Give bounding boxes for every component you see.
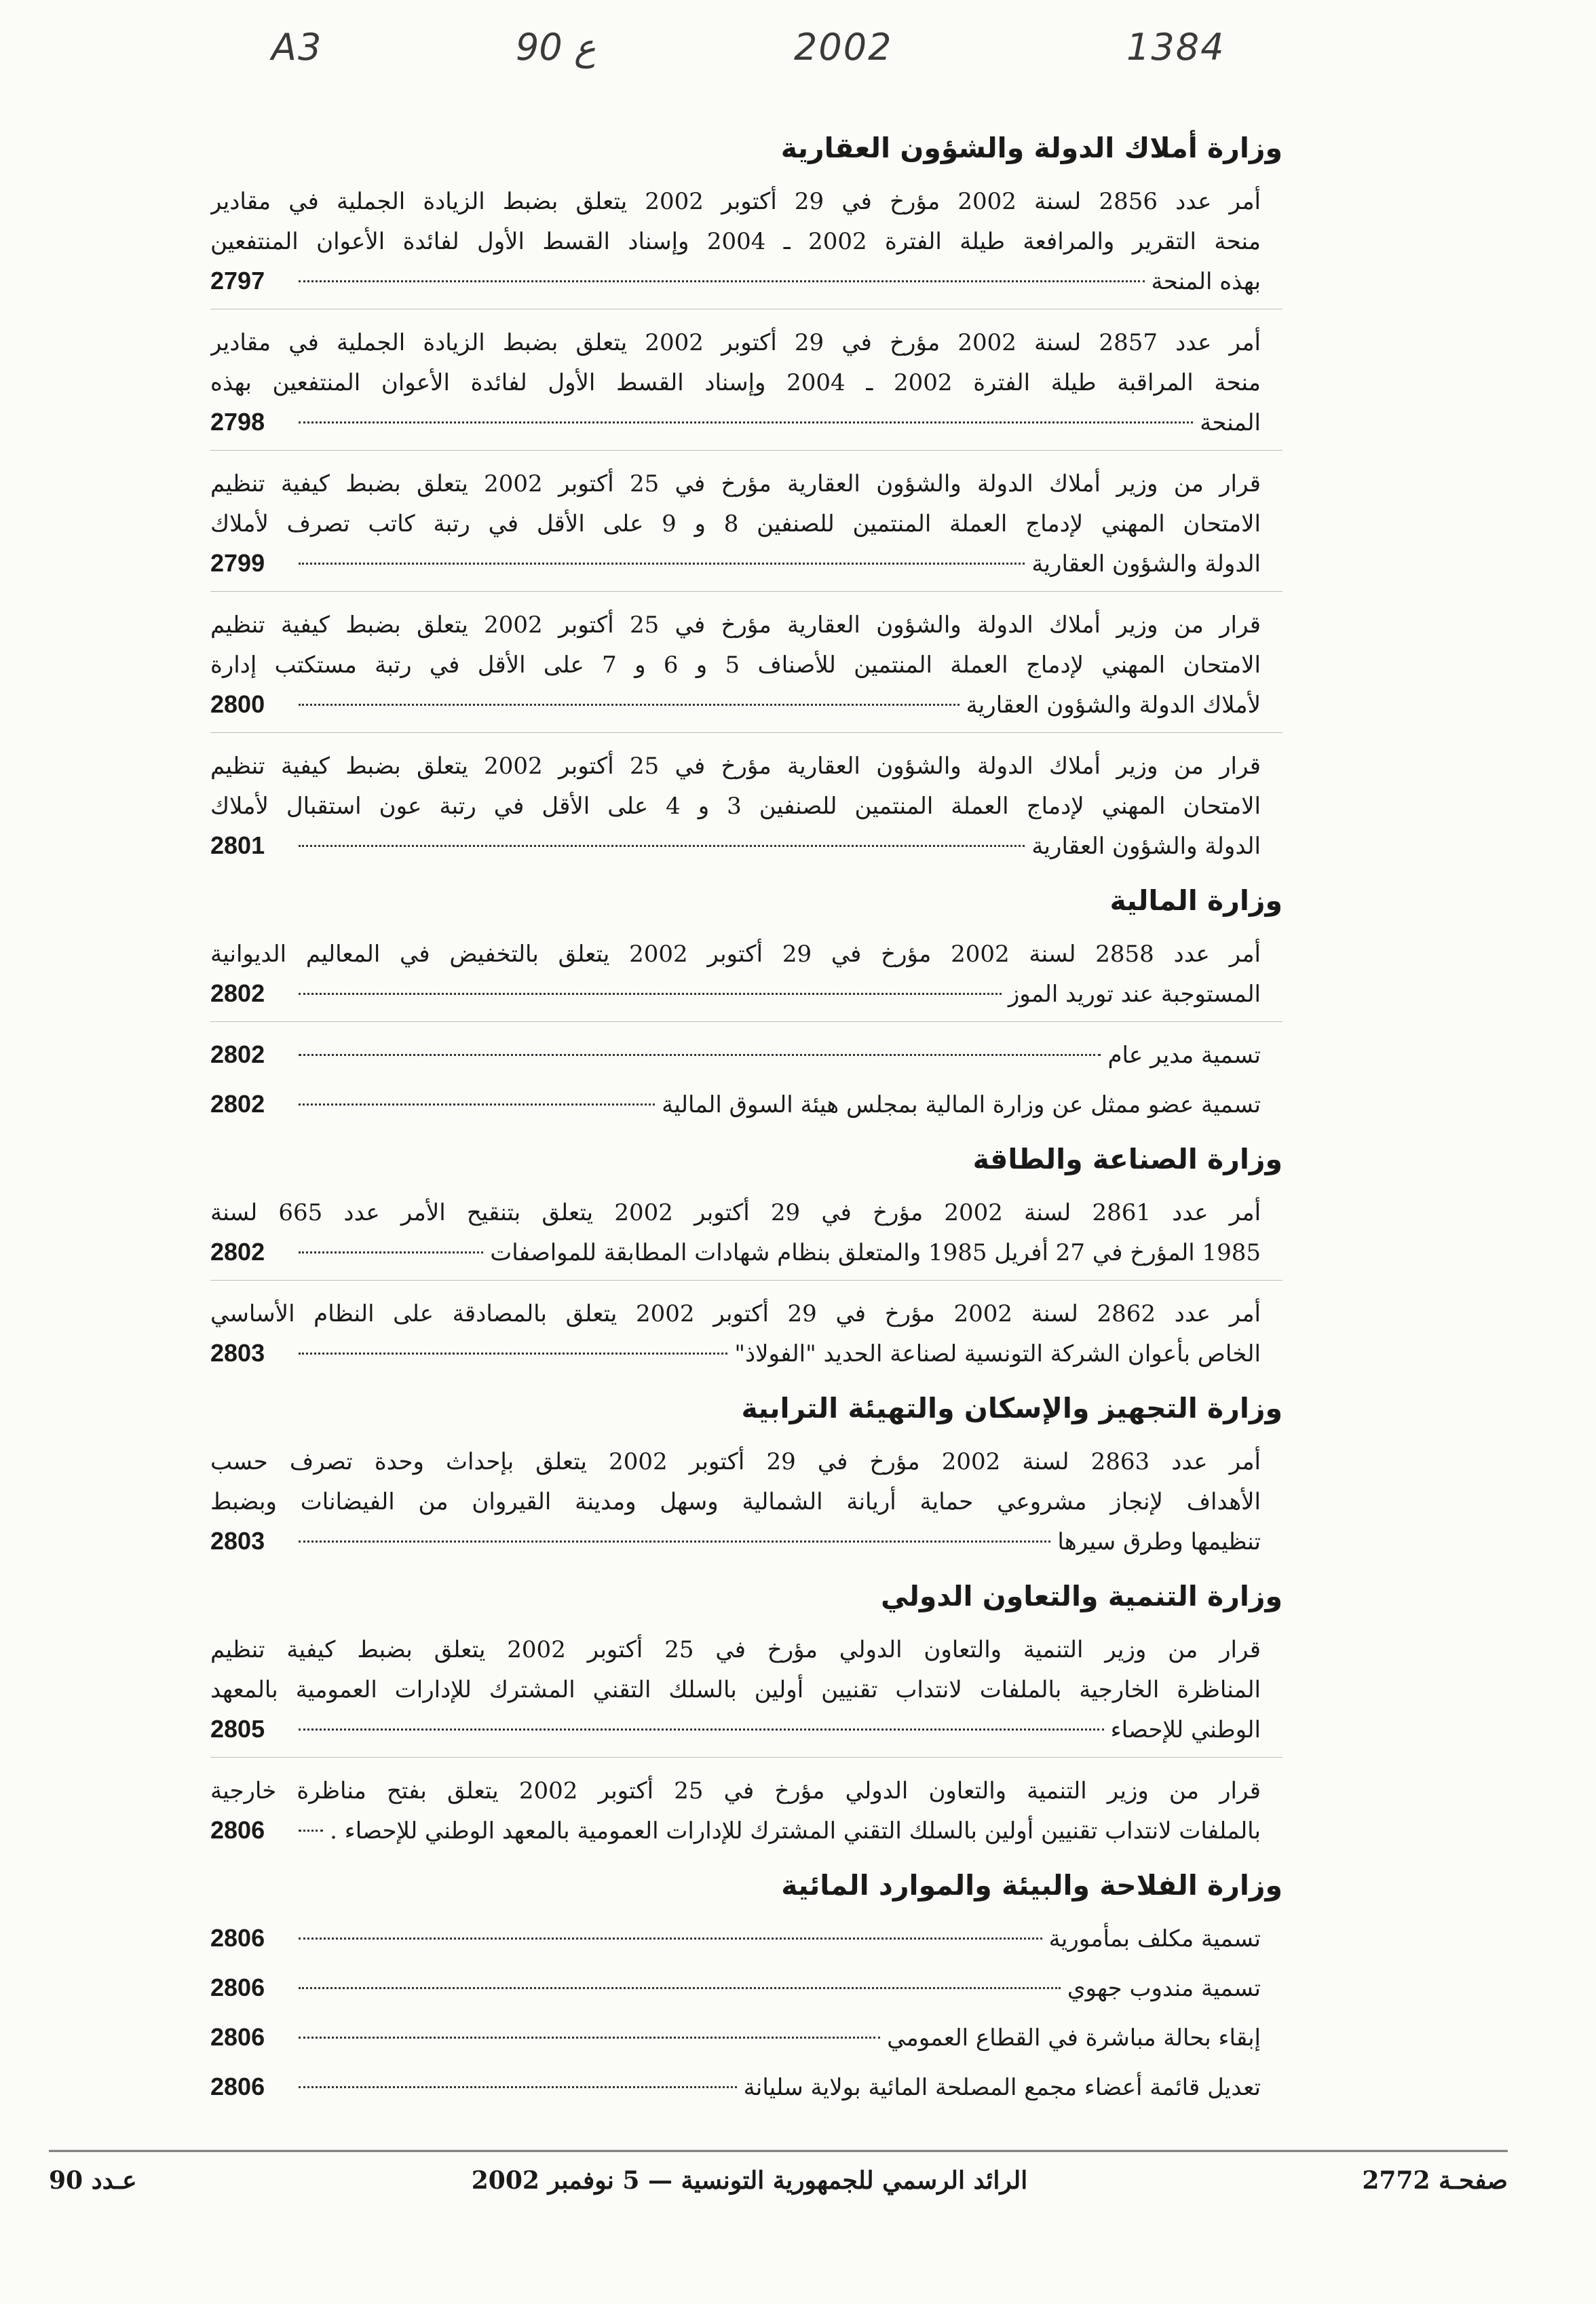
page-footer: [49, 2166, 1508, 2195]
page-reference: 2806: [210, 1973, 265, 2001]
toc-entry: [210, 1036, 1282, 1076]
entry-text-line: الخاص بأعوان الشركة التونسية لصناعة الحديد "الفولاذ": [734, 1340, 1261, 1367]
page-reference: 2801: [210, 831, 265, 859]
entry-last-line: [210, 2018, 1261, 2058]
entry-text-line: المستوجبة عند توريد الموز: [1008, 981, 1261, 1008]
page-reference: 2805: [210, 1715, 265, 1743]
toc-entry: [210, 747, 1282, 867]
ministry-heading: وزارة التجهيز والإسكان والتهيئة الترابية: [741, 1392, 1282, 1424]
entry-text-line: الدولة والشؤون العقارية: [1031, 550, 1261, 578]
ministry-heading: وزارة المالية: [1109, 884, 1282, 917]
toc-entry: [210, 1630, 1282, 1758]
page-reference: 2802: [210, 1040, 265, 1068]
toc-entry: [210, 1294, 1282, 1374]
entry-text-line: الامتحان المهني لإدماج العملة المنتمين للأصناف 5 و 6 و 7 على الأقل في رتبة مستكتب إدارة: [210, 651, 1261, 679]
toc-entry: [210, 1969, 1282, 2009]
entry-text-line: المناظرة الخارجية بالملفات لانتداب تقنيين أولين بالسلك التقني المشترك للإدارات العمومية بالمعهد: [210, 1676, 1261, 1703]
entry-last-line: [210, 1919, 1261, 1959]
entry-text-line: منحة المراقبة طيلة الفترة 2002 ـ 2004 وإسناد القسط الأول لفائدة الأعوان المنتفعين بهذه: [210, 369, 1261, 396]
page-reference: 2799: [210, 549, 265, 577]
entry-last-line: [210, 262, 1261, 302]
toc-entry: [210, 1085, 1282, 1125]
entry-text-line: بهذه المنحة: [1151, 268, 1261, 295]
ministry-heading: وزارة الفلاحة والبيئة والموارد المائية: [781, 1869, 1282, 1902]
handwritten-note-d: 1384: [1126, 26, 1226, 69]
dot-leader: [299, 1830, 323, 1832]
entry-last-line: [210, 1085, 1261, 1125]
entry-text-line: قرار من وزير أملاك الدولة والشؤون العقارية مؤرخ في 25 أكتوبر 2002 يتعلق بضبط كيفية تنظيم: [210, 753, 1261, 780]
ministry-heading: وزارة أملاك الدولة والشؤون العقارية: [780, 132, 1282, 164]
ministry-heading: وزارة التنمية والتعاون الدولي: [881, 1580, 1282, 1612]
dot-leader: [299, 2037, 880, 2039]
entry-text-line: المنحة: [1200, 409, 1261, 436]
page-reference: 2802: [210, 1238, 265, 1266]
toc-entry: [210, 2018, 1282, 2058]
toc-entry: [210, 182, 1282, 309]
footer-issue: عـدد 90: [49, 2166, 137, 2195]
entry-last-line: [210, 1710, 1261, 1750]
entry-text-line: الامتحان المهني لإدماج العملة المنتمين للصنفين 3 و 4 على الأقل في رتبة عون استقبال لأملاك: [210, 793, 1261, 820]
page-reference: 2800: [210, 690, 265, 718]
entry-text-line: تسمية عضو ممثل عن وزارة المالية بمجلس هيئة السوق المالية: [662, 1091, 1261, 1118]
entry-text-line: بالملفات لانتداب تقنيين أولين بالسلك التقني المشترك للإدارات العمومية بالمعهد الوطني للإحصاء .: [330, 1817, 1261, 1845]
page-reference: 2803: [210, 1527, 265, 1555]
dot-leader: [299, 1938, 1042, 1940]
entry-text-line: قرار من وزير التنمية والتعاون الدولي مؤرخ في 25 أكتوبر 2002 يتعلق بضبط كيفية تنظيم: [210, 1636, 1261, 1663]
entry-text-line: قرار من وزير التنمية والتعاون الدولي مؤرخ في 25 أكتوبر 2002 يتعلق بفتح مناظرة خارجية: [210, 1777, 1261, 1805]
entry-text-line: الامتحان المهني لإدماج العملة المنتمين للصنفين 8 و 9 على الأقل في رتبة كاتب تصرف لأملاك: [210, 510, 1261, 537]
entry-text-line: تنظيمها وطرق سيرها: [1057, 1528, 1261, 1555]
entry-last-line: [210, 403, 1261, 443]
dot-leader: [299, 2086, 737, 2088]
ministry-heading: وزارة الصناعة والطاقة: [972, 1143, 1282, 1175]
entry-text-line: تسمية مدير عام: [1107, 1042, 1261, 1069]
entry-last-line: [210, 1969, 1261, 2009]
entry-text-line: أمر عدد 2861 لسنة 2002 مؤرخ في 29 أكتوبر 2002 يتعلق بتنقيح الأمر عدد 665 لسنة: [210, 1199, 1261, 1226]
entry-last-line: [210, 975, 1261, 1015]
dot-leader: [299, 704, 960, 706]
entry-last-line: [210, 2068, 1261, 2108]
dot-leader: [299, 1103, 655, 1106]
entry-text-line: أمر عدد 2862 لسنة 2002 مؤرخ في 29 أكتوبر 2002 يتعلق بالمصادقة على النظام الأساسي: [210, 1300, 1261, 1327]
footer-divider: [49, 2150, 1508, 2152]
handwritten-note-a: A3: [271, 26, 323, 69]
entry-last-line: [210, 544, 1261, 584]
dot-leader: [299, 280, 1145, 282]
entry-text-line: تعديل قائمة أعضاء مجمع المصلحة المائية بولاية سليانة: [743, 2074, 1261, 2101]
entry-text-line: تسمية مكلف بمأمورية: [1048, 1925, 1261, 1952]
entry-text-line: لأملاك الدولة والشؤون العقارية: [966, 692, 1261, 719]
entry-text-line: الوطني للإحصاء: [1110, 1716, 1261, 1743]
entry-text-line: أمر عدد 2863 لسنة 2002 مؤرخ في 29 أكتوبر 2002 يتعلق بإحداث وحدة تصرف حسب: [210, 1448, 1261, 1475]
page-reference: 2806: [210, 2073, 265, 2100]
toc-entry: [210, 1193, 1282, 1281]
entry-last-line: [210, 1233, 1261, 1273]
entry-last-line: [210, 1334, 1261, 1374]
toc-entry: [210, 605, 1282, 733]
dot-leader: [299, 845, 1025, 847]
dot-leader: [299, 1729, 1104, 1731]
dot-leader: [299, 1054, 1101, 1056]
entry-text-line: الدولة والشؤون العقارية: [1031, 833, 1261, 860]
toc-entry: [210, 2068, 1282, 2108]
dot-leader: [299, 563, 1025, 565]
toc-entry: [210, 464, 1282, 592]
entry-text-line: أمر عدد 2858 لسنة 2002 مؤرخ في 29 أكتوبر 2002 يتعلق بالتخفيض في المعاليم الديوانية: [210, 941, 1261, 968]
toc-entry: [210, 1442, 1282, 1562]
toc-entry: [210, 1919, 1282, 1959]
entry-last-line: [210, 827, 1261, 867]
page-reference: 2802: [210, 1090, 265, 1118]
page-reference: 2803: [210, 1339, 265, 1367]
entry-text-line: أمر عدد 2857 لسنة 2002 مؤرخ في 29 أكتوبر 2002 يتعلق بضبط الزيادة الجملية في مقادير: [210, 329, 1261, 356]
entry-last-line: [210, 685, 1261, 725]
page-reference: 2798: [210, 408, 265, 436]
entry-last-line: [210, 1036, 1261, 1076]
table-of-contents: [210, 114, 1282, 2117]
entry-last-line: [210, 1522, 1261, 1562]
page-reference: 2802: [210, 979, 265, 1007]
footer-page-number: صفحـة 2772: [1362, 2166, 1508, 2195]
dot-leader: [299, 1541, 1050, 1543]
page-reference: 2797: [210, 267, 265, 295]
entry-text-line: منحة التقرير والمرافعة طيلة الفترة 2002 ـ 2004 وإسناد القسط الأول لفائدة الأعوان المنتفعين: [210, 228, 1261, 255]
entry-text-line: تسمية مندوب جهوي: [1067, 1975, 1261, 2002]
toc-entry: [210, 934, 1282, 1022]
entry-text-line: أمر عدد 2856 لسنة 2002 مؤرخ في 29 أكتوبر 2002 يتعلق بضبط الزيادة الجملية في مقادير: [210, 188, 1261, 215]
entry-text-line: 1985 المؤرخ في 27 أفريل 1985 والمتعلق بنظام شهادات المطابقة للمواصفات: [490, 1239, 1261, 1266]
entry-text-line: الأهداف لإنجاز مشروعي حماية أريانة الشمالية وسهل ومدينة القيروان من الفيضانات وبضبط: [210, 1488, 1261, 1515]
dot-leader: [299, 1251, 483, 1253]
page-reference: 2806: [210, 1816, 265, 1844]
entry-text-line: قرار من وزير أملاك الدولة والشؤون العقارية مؤرخ في 25 أكتوبر 2002 يتعلق بضبط كيفية تنظيم: [210, 470, 1261, 497]
footer-title-date: الرائد الرسمي للجمهورية التونسية — 5 نوفمبر 2002: [471, 2166, 1028, 2195]
toc-entry: [210, 1771, 1282, 1851]
entry-last-line: [210, 1811, 1261, 1851]
entry-text-line: إبقاء بحالة مباشرة في القطاع العمومي: [887, 2024, 1261, 2052]
dot-leader: [299, 993, 1002, 995]
page-reference: 2806: [210, 1924, 265, 1952]
page-reference: 2806: [210, 2023, 265, 2051]
dot-leader: [299, 1987, 1061, 1989]
dot-leader: [299, 421, 1193, 423]
toc-entry: [210, 323, 1282, 451]
entry-text-line: قرار من وزير أملاك الدولة والشؤون العقارية مؤرخ في 25 أكتوبر 2002 يتعلق بضبط كيفية تنظيم: [210, 611, 1261, 639]
handwritten-note-b: 90 ع: [516, 26, 596, 69]
handwritten-note-c: 2002: [794, 26, 893, 69]
dot-leader: [299, 1353, 727, 1355]
